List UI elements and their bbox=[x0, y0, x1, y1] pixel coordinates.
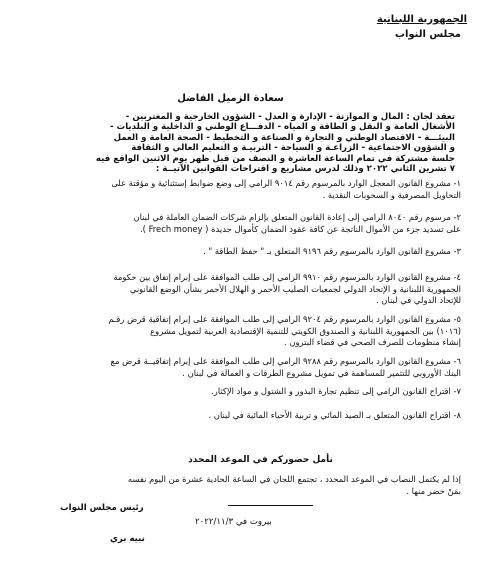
salutation: سعادة الزميل الفاضل bbox=[177, 93, 284, 104]
agenda-line: (١٠١٦) بين الجمهورية اللبنانية و الصندوق الكويتي للتنمية الإقتصادية العربية لتمويل مشروع bbox=[150, 325, 461, 336]
agenda-line: الجمهورية اللبنانية و الإتحاد الدولي لجمعيات الصليب الأحمر و الهلال الأحمر بشأن الوضع القانوني bbox=[129, 283, 461, 294]
note-line: إذا لم يكتمل النصاب في الموعد المحدد ، تجتمع اللجان في الساعة الحادية عشرة من اليوم نفسه bbox=[127, 474, 461, 484]
header-council: مجلس النواب bbox=[394, 29, 461, 40]
agenda-line: ٦- مشروع القانون الوارد بالمرسوم رقم ٩٢٨٨ الرامي إلى طلب الموافقة على إبرام إتفاقيــة قرض مع bbox=[110, 356, 461, 366]
agenda-line: ٢- مرسوم رقم ٨٠٤٠ الرامي إلى إعادة القانون المتعلق بإلزام شركات الضمان العاملة في لبنان bbox=[133, 212, 461, 222]
agenda-item-3 bbox=[21, 246, 461, 258]
signature-date: بيروت في ٢٠٢٢/١١/٣ bbox=[195, 517, 272, 527]
agenda-line: ٥- مشروع القانون الوارد بالمرسوم رقم ٩٢٠٤ الرامي إلى طلب الموافقة على إبرام إتفاقية قرض رقـم bbox=[108, 314, 461, 324]
note-line: بمَنْ حضر منها . bbox=[406, 485, 461, 496]
agenda-line: التحاويل المصرفية و السحوبات النقدية . bbox=[322, 189, 461, 200]
intro-line: البيئـــة - الاقتصاد الوطني و التجارة و الصناعة و التخطيط - الصحة العامة و العمل bbox=[113, 132, 455, 143]
agenda-item-7 bbox=[21, 386, 461, 398]
quorum-note bbox=[31, 474, 461, 497]
agenda-line: على تسديد جزء من الأموال الناتجة عن كافة عقود الضمان كأموال جديدة ( Frech money ). bbox=[140, 223, 461, 234]
agenda-item-4 bbox=[21, 272, 461, 307]
agenda-line: ٣- مشروع القانون الوارد بالمرسوم رقم ٩١٩٦ المتعلق بـ " حفظ الطاقة " . bbox=[203, 246, 461, 256]
agenda-item-5 bbox=[21, 314, 461, 349]
intro-line: تعقد لجان : المال و الموازنة - الإدارة و العدل - الشؤون الخارجية و المغتربين - bbox=[125, 112, 455, 122]
agenda-item-6 bbox=[21, 356, 461, 379]
agenda-line: البنك الأوروبي للتثمير للمساهمة في تمويل مشروع الطرقات و العمالة في لبنان . bbox=[182, 367, 461, 378]
agenda-line: ٧- اقتراح القانون الرامي إلى تنظيم تجارة البذور و الشتول و مواد الإكثار. bbox=[211, 386, 461, 396]
intro-line: جلسة مشتركة في تمام الساعة العاشرة و النصف من قبل ظهر يوم الاثنين الواقع فيه bbox=[95, 153, 455, 164]
agenda-line: إنشاء منظومات للصرف الصحي في قضاء البترون . bbox=[284, 337, 461, 347]
intro-line: و الشؤون الاجتماعية - الزراعـة و السياحة - التربيـة و التعليم العالي و الثقافة bbox=[131, 143, 455, 154]
agenda-line: ١- مشروع القانون المعجل الوارد بالمرسوم رقم ٩٠١٤ الرامي إلى وضع ضوابط إستثنائية و مؤقتة على bbox=[111, 178, 461, 188]
intro-line: ٧ تشرين الثاني ٢٠٢٢ وذلك لدرس مشاريع و اقتراحات القوانين الآتيــة : bbox=[155, 164, 455, 175]
intro-paragraph bbox=[35, 112, 455, 174]
signature-line bbox=[228, 505, 313, 506]
agenda-line: ٤- مشروع القانون الوارد بالمرسوم رقم ٩٩١٠ الرامي إلى طلب الموافقة على إبرام إتفاق بين حكومة bbox=[113, 272, 461, 282]
header-republic: الجمهورية اللبنانية bbox=[376, 14, 467, 25]
agenda-item-8 bbox=[21, 410, 461, 422]
agenda-line: ٨- اقتراح القانون المتعلق بـ الصيد المائي و تربية الأحياء المائية في لبنان . bbox=[208, 410, 461, 420]
signature-title: رئيس مجلس النواب bbox=[60, 503, 144, 513]
agenda-item-1 bbox=[21, 178, 461, 201]
agenda-line: للإتحاد الدولي في لبنان . bbox=[375, 295, 461, 305]
agenda-item-2 bbox=[21, 212, 461, 235]
intro-line: الأشغال العامة و النقل و الطاقة و المياه - الدفـــاع الوطني و الداخلية و البلديات - bbox=[110, 122, 455, 133]
closing-line: نأمل حضوركم في الموعد المحدد bbox=[188, 455, 333, 465]
signature-name: نبيه بري bbox=[110, 534, 145, 544]
